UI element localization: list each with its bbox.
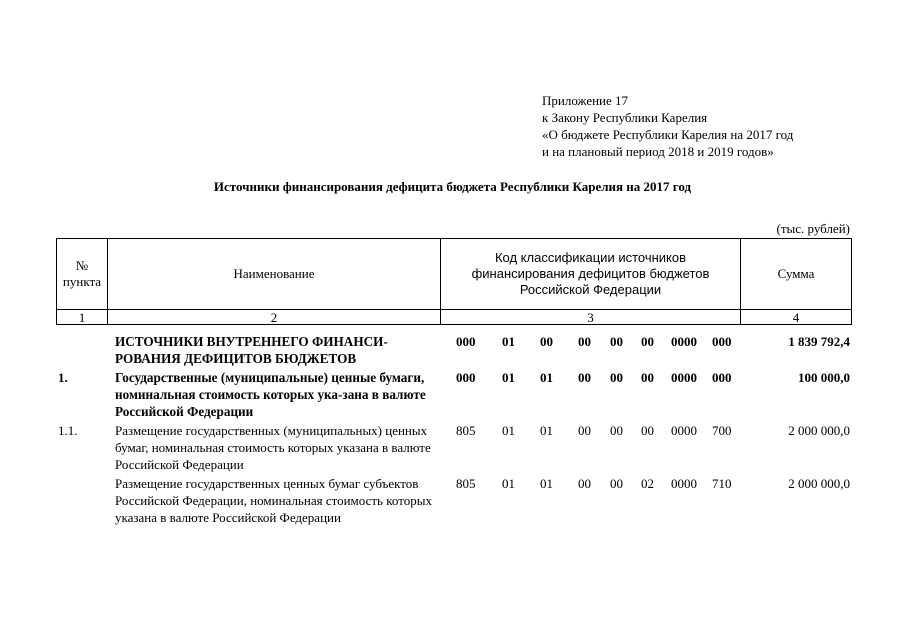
code-segment: 00 bbox=[578, 370, 591, 385]
table-body bbox=[0, 333, 905, 528]
code-segment: 00 bbox=[610, 334, 623, 349]
code-segment: 0000 bbox=[671, 370, 697, 385]
appendix-header bbox=[542, 92, 793, 160]
row-sum: 2 000 000,0 bbox=[788, 476, 850, 491]
document-title: Источники финансирования дефицита бюджета Республики Карелия на 2017 год bbox=[213, 179, 692, 194]
code-segment: 00 bbox=[641, 334, 654, 349]
units-label: (тыс. рублей) bbox=[776, 221, 850, 236]
row-sum: 1 839 792,4 bbox=[788, 334, 850, 349]
code-segment: 000 bbox=[456, 370, 476, 385]
code-segment: 0000 bbox=[671, 476, 697, 491]
code-segment: 00 bbox=[610, 423, 623, 438]
code-segment: 710 bbox=[712, 476, 732, 491]
code-segment: 01 bbox=[540, 370, 553, 385]
code-segment: 02 bbox=[641, 476, 654, 491]
appendix-line: к Закону Республики Карелия bbox=[542, 110, 708, 125]
code-segment: 0000 bbox=[671, 334, 697, 349]
header-num: № пункта bbox=[57, 239, 108, 310]
code-segment: 01 bbox=[540, 476, 553, 491]
code-segment: 01 bbox=[540, 423, 553, 438]
code-segment: 00 bbox=[641, 370, 654, 385]
code-segment: 00 bbox=[610, 476, 623, 491]
code-segment: 000 bbox=[712, 370, 732, 385]
code-segment: 01 bbox=[502, 334, 515, 349]
row-name: Государственные (муниципальные) ценные бумаги, номинальная стоимость которых ука-зана в валюте Российской Федерации bbox=[115, 370, 426, 419]
header-name: Наименование bbox=[108, 239, 441, 310]
row-name: Размещение государственных ценных бумаг субъектов Российской Федерации, номинальная стоимость которых указана в валюте Российской Федерации bbox=[115, 476, 432, 525]
column-number: 2 bbox=[108, 310, 441, 325]
code-segment: 00 bbox=[578, 423, 591, 438]
header-code: Код классификации источников финансирования дефицитов бюджетов Российской Федерации bbox=[441, 239, 741, 310]
code-segment: 0000 bbox=[671, 423, 697, 438]
code-segment: 00 bbox=[578, 334, 591, 349]
column-number: 4 bbox=[741, 310, 852, 325]
code-segment: 00 bbox=[610, 370, 623, 385]
header-sum: Сумма bbox=[741, 239, 852, 310]
row-number: 1.1. bbox=[58, 423, 78, 438]
row-sum: 100 000,0 bbox=[798, 370, 850, 385]
row-name: Размещение государственных (муниципальных) ценных бумаг, номинальная стоимость которых указана в валюте Российской Федерации bbox=[115, 423, 431, 472]
table-header bbox=[56, 238, 852, 325]
code-segment: 000 bbox=[456, 334, 476, 349]
table-row bbox=[0, 422, 905, 473]
column-number: 1 bbox=[57, 310, 108, 325]
column-number: 3 bbox=[441, 310, 741, 325]
code-segment: 01 bbox=[502, 476, 515, 491]
code-segment: 01 bbox=[502, 423, 515, 438]
appendix-line: Приложение 17 bbox=[542, 93, 629, 108]
code-segment: 00 bbox=[578, 476, 591, 491]
code-segment: 01 bbox=[502, 370, 515, 385]
appendix-line: «О бюджете Республики Карелия на 2017 год bbox=[542, 127, 794, 142]
code-segment: 00 bbox=[540, 334, 553, 349]
code-segment: 805 bbox=[456, 476, 476, 491]
row-number: 1. bbox=[58, 370, 68, 385]
table-row bbox=[0, 369, 905, 420]
table-row bbox=[0, 475, 905, 526]
code-segment: 000 bbox=[712, 334, 732, 349]
table-row bbox=[0, 333, 905, 367]
code-segment: 00 bbox=[641, 423, 654, 438]
code-segment: 805 bbox=[456, 423, 476, 438]
appendix-line: и на плановый период 2018 и 2019 годов» bbox=[542, 144, 774, 159]
row-sum: 2 000 000,0 bbox=[788, 423, 850, 438]
code-segment: 700 bbox=[712, 423, 732, 438]
row-name: ИСТОЧНИКИ ВНУТРЕННЕГО ФИНАНСИ-РОВАНИЯ ДЕФИЦИТОВ БЮДЖЕТОВ bbox=[115, 334, 388, 366]
